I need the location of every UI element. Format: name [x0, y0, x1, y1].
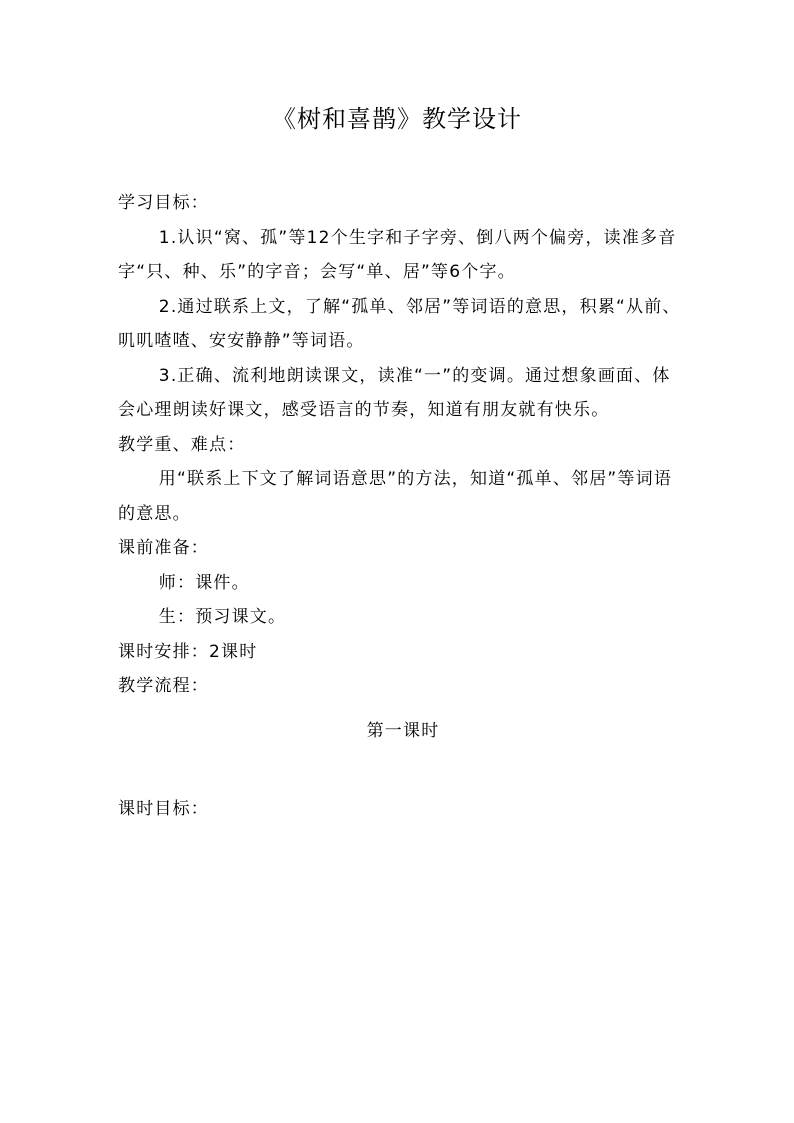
objective-paragraph-3: 3.正确、流利地朗读课文，读准“一”的变调。通过想象画面、体会心理朗读好课文，感受语言的节奏，知道有朋友就有快乐。 — [118, 365, 671, 420]
key-points-heading: 教学重、难点： — [118, 434, 246, 455]
preparation-student: 生：预习课文。 — [158, 607, 287, 627]
lesson-objectives-heading: 课时目标： — [118, 799, 209, 819]
objective-paragraph-1: 1.认识“窝、孤”等12个生字和子字旁、倒八两个偏旁，读准多音字“只、种、乐”的字音；会写“单、居”等6个字。 — [118, 227, 677, 282]
preparation-teacher: 师：课件。 — [158, 572, 250, 593]
document-body — [118, 186, 688, 827]
schedule-line: 课时安排：2课时 — [118, 641, 258, 662]
process-heading: 教学流程： — [118, 676, 209, 696]
document-title: 《树和喜鹊》教学设计 — [272, 105, 522, 133]
key-points-paragraph: 用“联系上下文了解词语意思”的方法，知道“孤单、邻居”等词语的意思。 — [118, 469, 673, 524]
preparation-heading: 课前准备： — [118, 538, 209, 558]
lesson-one-heading: 第一课时 — [366, 720, 440, 741]
objective-paragraph-2: 2.通过联系上文，了解“孤单、邻居”等词语的意思，积累“从前、叽叽喳喳、安安静静”等词语。 — [118, 296, 681, 351]
objectives-heading: 学习目标： — [118, 193, 209, 213]
